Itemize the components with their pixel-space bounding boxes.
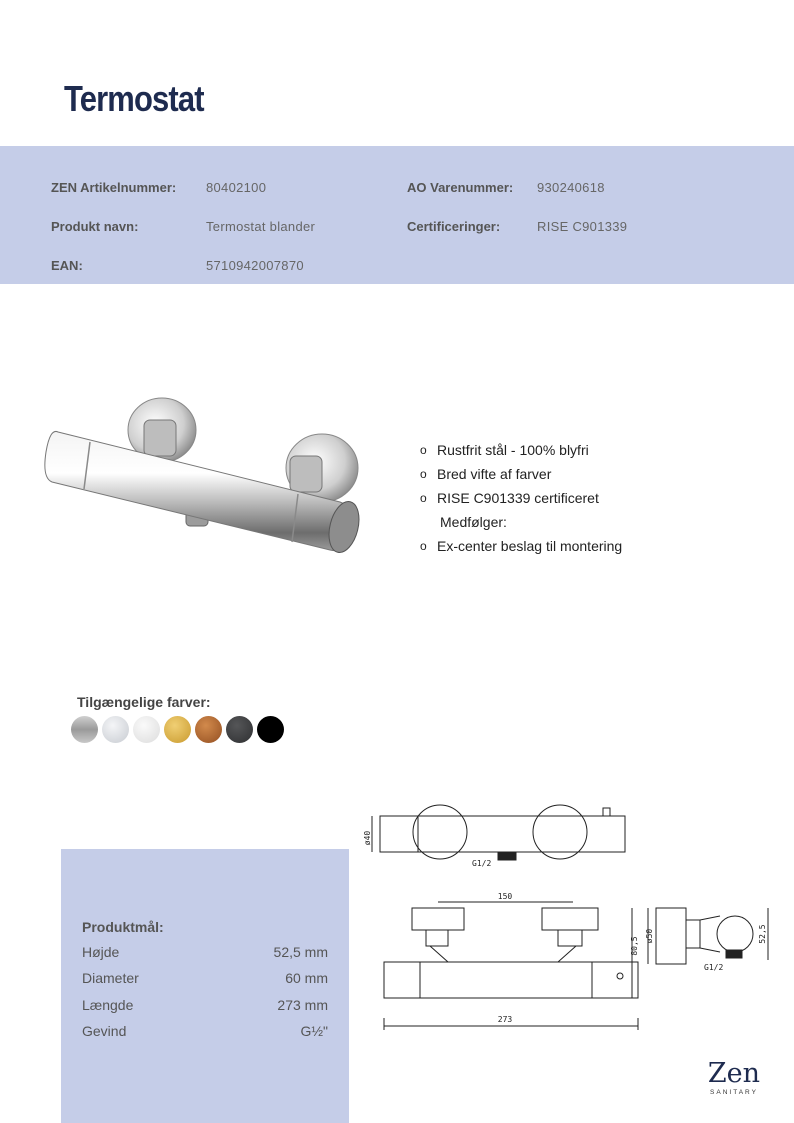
- zen-sanitary-logo: [704, 1060, 764, 1096]
- color-swatch-black: [257, 716, 284, 743]
- product-dimensions-panel: [61, 849, 349, 1123]
- feature-item: o Ex-center beslag til montering: [420, 538, 623, 554]
- ean-label: EAN:: [51, 258, 83, 273]
- certifications-label: Certificeringer:: [407, 219, 501, 234]
- color-swatch-white: [133, 716, 160, 743]
- product-image: [40, 390, 370, 565]
- dim-273: 273: [497, 1015, 513, 1024]
- logo-subtitle: SANITARY: [710, 1089, 758, 1096]
- dim-diameter-40: ø40: [363, 830, 372, 846]
- thread-label-top: G1/2: [472, 859, 492, 868]
- dimension-row-diameter: Diameter 60 mm: [82, 970, 328, 986]
- thread-label-side: G1/2: [704, 963, 724, 972]
- color-swatch-chrome: [102, 716, 129, 743]
- color-swatch-gold: [164, 716, 191, 743]
- color-swatch-gunmetal: [226, 716, 253, 743]
- dimension-row-height: Højde 52,5 mm: [82, 944, 328, 960]
- zen-article-label: ZEN Artikelnummer:: [51, 180, 177, 195]
- certifications-value: RISE C901339: [537, 219, 628, 234]
- color-swatch-brushed-steel: [71, 716, 98, 743]
- ao-number-label: AO Varenummer:: [407, 180, 514, 195]
- feature-item-included: Medfølger:: [440, 514, 507, 530]
- dim-52-5: 52,5: [758, 924, 767, 944]
- ean-value: 5710942007870: [206, 258, 304, 273]
- zen-article-value: 80402100: [206, 180, 267, 195]
- dim-150: 150: [497, 892, 513, 901]
- feature-item: o Rustfrit stål - 100% blyfri: [420, 442, 589, 458]
- dim-80-5: 80,5: [630, 936, 639, 956]
- dimension-row-length: Længde 273 mm: [82, 997, 328, 1013]
- ao-number-value: 930240618: [537, 180, 605, 195]
- color-swatch-copper: [195, 716, 222, 743]
- feature-item: o RISE C901339 certificeret: [420, 490, 599, 506]
- product-name-label: Produkt navn:: [51, 219, 139, 234]
- page-title: Termostat: [64, 78, 204, 119]
- dimensions-title: Produktmål:: [82, 919, 164, 935]
- feature-item: o Bred vifte af farver: [420, 466, 552, 482]
- technical-drawing: [360, 790, 774, 1040]
- color-swatches: [71, 716, 288, 743]
- dimension-row-thread: Gevind G½": [82, 1023, 328, 1039]
- feature-list: [420, 440, 622, 560]
- info-band: [0, 146, 794, 284]
- logo-wordmark: Zen: [707, 1058, 761, 1089]
- dim-diameter-50: ø50: [645, 928, 654, 944]
- colors-label: Tilgængelige farver:: [77, 694, 211, 710]
- product-name-value: Termostat blander: [206, 219, 316, 234]
